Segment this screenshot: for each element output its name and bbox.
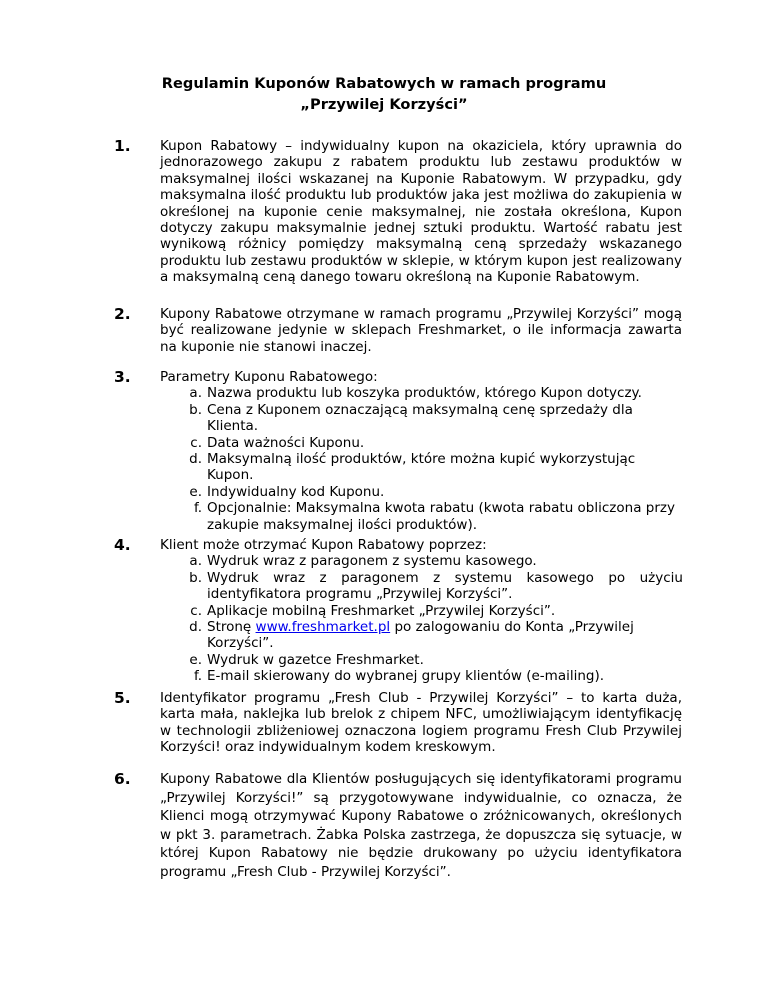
list-item-text: Wydruk wraz z paragonem z systemu kasowego. [207,553,537,570]
section-number: 1. [114,137,131,155]
list-letter: f. [193,668,202,685]
list-item-text: Opcjonalnie: Maksymalna kwota rabatu (kwota rabatu obliczona przy zakupie maksymalnej ilości produktów). [207,500,675,533]
section-number: 5. [114,689,131,707]
list-item-text [207,619,683,652]
title-line-2: „Przywilej Korzyści” [300,96,468,113]
list-letter: c. [190,434,202,451]
list-item [189,651,683,668]
list-letter: e. [189,483,202,500]
list-letter: b. [189,401,202,418]
section-5 [114,690,684,756]
section-text: Kupon Rabatowy – indywidualny kupon na okaziciela, który uprawnia do jednorazowego zakupu z rabatem produktu lub zestawu produktów w maksymalnej ilości wskazanej na Kuponie Rabatowym. W przypadku, gdy maksymalna ilość produktu lub produktów jaka jest możliwa do zakupienia w określonej na kuponie cenie maksymalnej, nie została określona, Kupon dotyczy zakupu maksymalnie jednej sztuki produktu. Wartość rabatu jest wynikową różnicy pomiędzy maksymalną ceną sprzedaży wskazanego produktu lub zestawu produktów w sklepie, w którym kupon jest realizowany a maksymalną ceną danego towaru określoną na Kuponie Rabatowym. [160,138,682,286]
list-letter: a. [189,385,202,402]
list-item-text: Data ważności Kuponu. [207,434,365,451]
section-1 [114,138,684,286]
list-item [189,451,683,484]
list-item-text-after: po zalogowaniu do Konta „Przywilej Korzyści”. [207,619,634,652]
list-item [193,500,683,533]
list-item-text: Wydruk wraz z paragonem z systemu kasowego po użyciu identyfikatora programu „Przywilej Korzyści”. [207,569,683,603]
parameter-list [189,385,683,533]
list-item [189,483,683,500]
list-letter: f. [193,500,202,517]
section-number: 4. [114,536,131,554]
channel-list [189,553,683,685]
section-6 [114,770,684,881]
list-item [190,434,683,451]
section-4 [114,537,684,685]
list-item-text-before: Stronę [207,619,252,636]
section-intro: Klient może otrzymać Kupon Rabatowy poprzez: [160,537,487,553]
list-item [193,668,683,685]
list-item [189,385,683,402]
list-item [190,602,683,619]
list-letter: c. [190,602,202,619]
section-3 [114,369,684,533]
section-2 [114,306,684,355]
section-intro: Parametry Kuponu Rabatowego: [160,369,378,385]
section-number: 2. [114,305,131,323]
list-item [189,569,683,603]
list-letter: a. [189,553,202,570]
section-text: Identyfikator programu „Fresh Club - Przywilej Korzyści” – to karta duża, karta mała, naklejka lub brelok z chipem NFC, umożliwiającym identyfikację w technologii zbliżeniowej oznaczona logiem programu Fresh Club Przywilej Korzyści! oraz indywidualnym kodem kreskowym. [160,690,682,756]
list-item [189,553,683,570]
list-item-text: Aplikacje mobilną Freshmarket „Przywilej Korzyści”. [207,602,556,619]
section-number: 3. [114,368,131,386]
list-item-text: E-mail skierowany do wybranej grupy klientów (e-mailing). [207,668,605,685]
list-item-text: Maksymalną ilość produktów, które można kupić wykorzystując Kupon. [207,451,636,484]
list-letter: e. [189,651,202,668]
section-text: Kupony Rabatowe dla Klientów posługujących się identyfikatorami programu „Przywilej Korzyści!” są przygotowywane indywidualnie, co oznacza, że Klienci mogą otrzymywać Kupony Rabatowe o zróżnicowanych, określonych w pkt 3. parametrach. Żabka Polska zastrzega, że dopuszcza się sytuacje, w której Kupon Rabatowy nie będzie drukowany po użyciu identyfikatora programu „Fresh Club - Przywilej Korzyści”. [160,771,682,880]
document-title [110,73,658,115]
list-item [189,619,683,652]
section-number: 6. [114,770,131,788]
list-item-text: Cena z Kuponem oznaczającą maksymalną cenę sprzedaży dla Klienta. [207,401,633,435]
section-text: Kupony Rabatowe otrzymane w ramach programu „Przywilej Korzyści” mogą być realizowane jedynie w sklepach Freshmarket, o ile informacja zawarta na kuponie nie stanowi inaczej. [160,306,682,355]
list-letter: b. [189,569,202,586]
list-item [189,401,683,435]
list-letter: d. [189,619,202,636]
list-item-text: Indywidualny kod Kuponu. [207,483,385,500]
list-letter: d. [189,451,202,468]
freshmarket-link[interactable]: www.freshmarket.pl [255,619,391,636]
title-line-1: Regulamin Kuponów Rabatowych w ramach programu [161,75,607,92]
list-item-text: Nazwa produktu lub koszyka produktów, którego Kupon dotyczy. [207,385,642,402]
list-item-text: Wydruk w gazetce Freshmarket. [207,651,424,668]
